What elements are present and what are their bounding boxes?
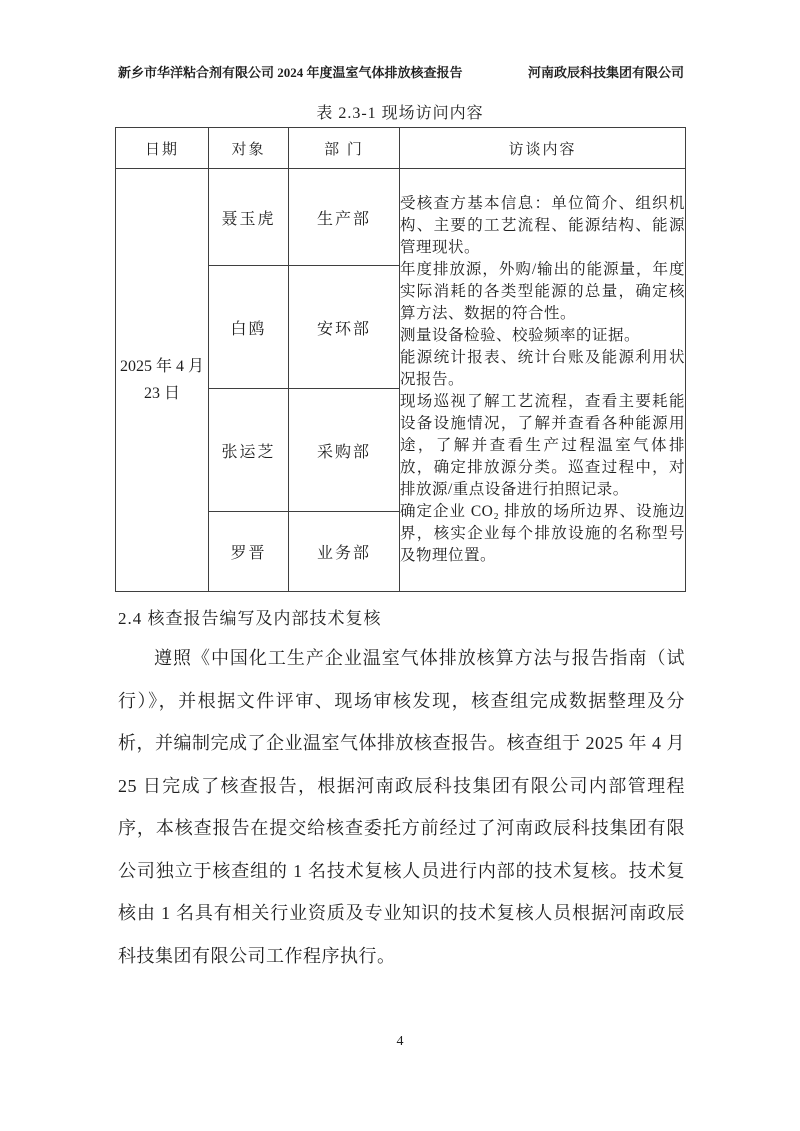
date-line-1: 2025 年 4 月	[119, 358, 204, 375]
table-caption: 表 2.3-1 现场访问内容	[316, 105, 484, 122]
column-header-person: 对象	[209, 128, 289, 169]
date-cell	[116, 169, 209, 592]
date-line-2: 23 日	[143, 385, 180, 402]
column-header-department: 部 门	[289, 128, 400, 169]
section-heading: 2.4 核查报告编写及内部技术复核	[118, 609, 382, 628]
interview-paragraph: 确定企业 CO₂ 排放的场所边界、设施边界，核实企业每个排放设施的名称型号及物理位置。	[400, 503, 685, 564]
department-cell: 业务部	[289, 512, 400, 592]
column-header-date: 日期	[116, 128, 209, 169]
interview-paragraph: 年度排放源，外购/输出的能源量，年度实际消耗的各类型能源的总量，确定核算方法、数据的符合性。	[400, 261, 685, 322]
running-header-report-title: 新乡市华洋粘合剂有限公司 2024 年度温室气体排放核查报告	[118, 65, 463, 80]
site-visit-table	[115, 127, 686, 592]
section-paragraph: 遵照《中国化工生产企业温室气体排放核算方法与报告指南（试行）》，并根据文件评审、现场审核发现，核查组完成数据整理及分析，并编制完成了企业温室气体排放核查报告。核查组于 2025 年 4 月 25 日完成了核查报告，根据河南政辰科技集团有限公司内部管理程序，本核查报告在提交给核查委托方前经过了河南政辰科技集团有限公司独立于核查组的 1 名技术复核人员进行内部的技术复核。技术复核由 1 名具有相关行业资质及专业知识的技术复核人员根据河南政辰科技集团有限公司工作程序执行。	[118, 648, 685, 966]
interview-paragraph: 测量设备检验、校验频率的证据。	[400, 327, 641, 344]
person-cell: 聂玉虎	[209, 169, 289, 266]
person-cell: 罗晋	[209, 512, 289, 592]
page-number: 4	[396, 1034, 404, 1049]
person-cell: 白鸥	[209, 266, 289, 389]
interview-paragraph: 现场巡视了解工艺流程，查看主要耗能设备设施情况，了解并查看各种能源用途，了解并查看生产过程温室气体排放，确定排放源分类。巡查过程中，对排放源/重点设备进行拍照记录。	[400, 393, 685, 498]
running-header	[118, 62, 684, 81]
department-cell: 生产部	[289, 169, 400, 266]
table-header-row	[116, 128, 686, 169]
table-row	[116, 169, 686, 266]
department-cell: 采购部	[289, 389, 400, 512]
interview-paragraph: 受核查方基本信息：单位简介、组织机构、主要的工艺流程、能源结构、能源管理现状。	[400, 195, 685, 256]
running-header-company-name: 河南政辰科技集团有限公司	[527, 65, 684, 80]
department-cell: 安环部	[289, 266, 400, 389]
interview-paragraph: 能源统计报表、统计台账及能源利用状况报告。	[400, 349, 685, 388]
person-cell: 张运芝	[209, 389, 289, 512]
interview-content-cell	[400, 169, 686, 592]
column-header-content: 访谈内容	[400, 128, 686, 169]
